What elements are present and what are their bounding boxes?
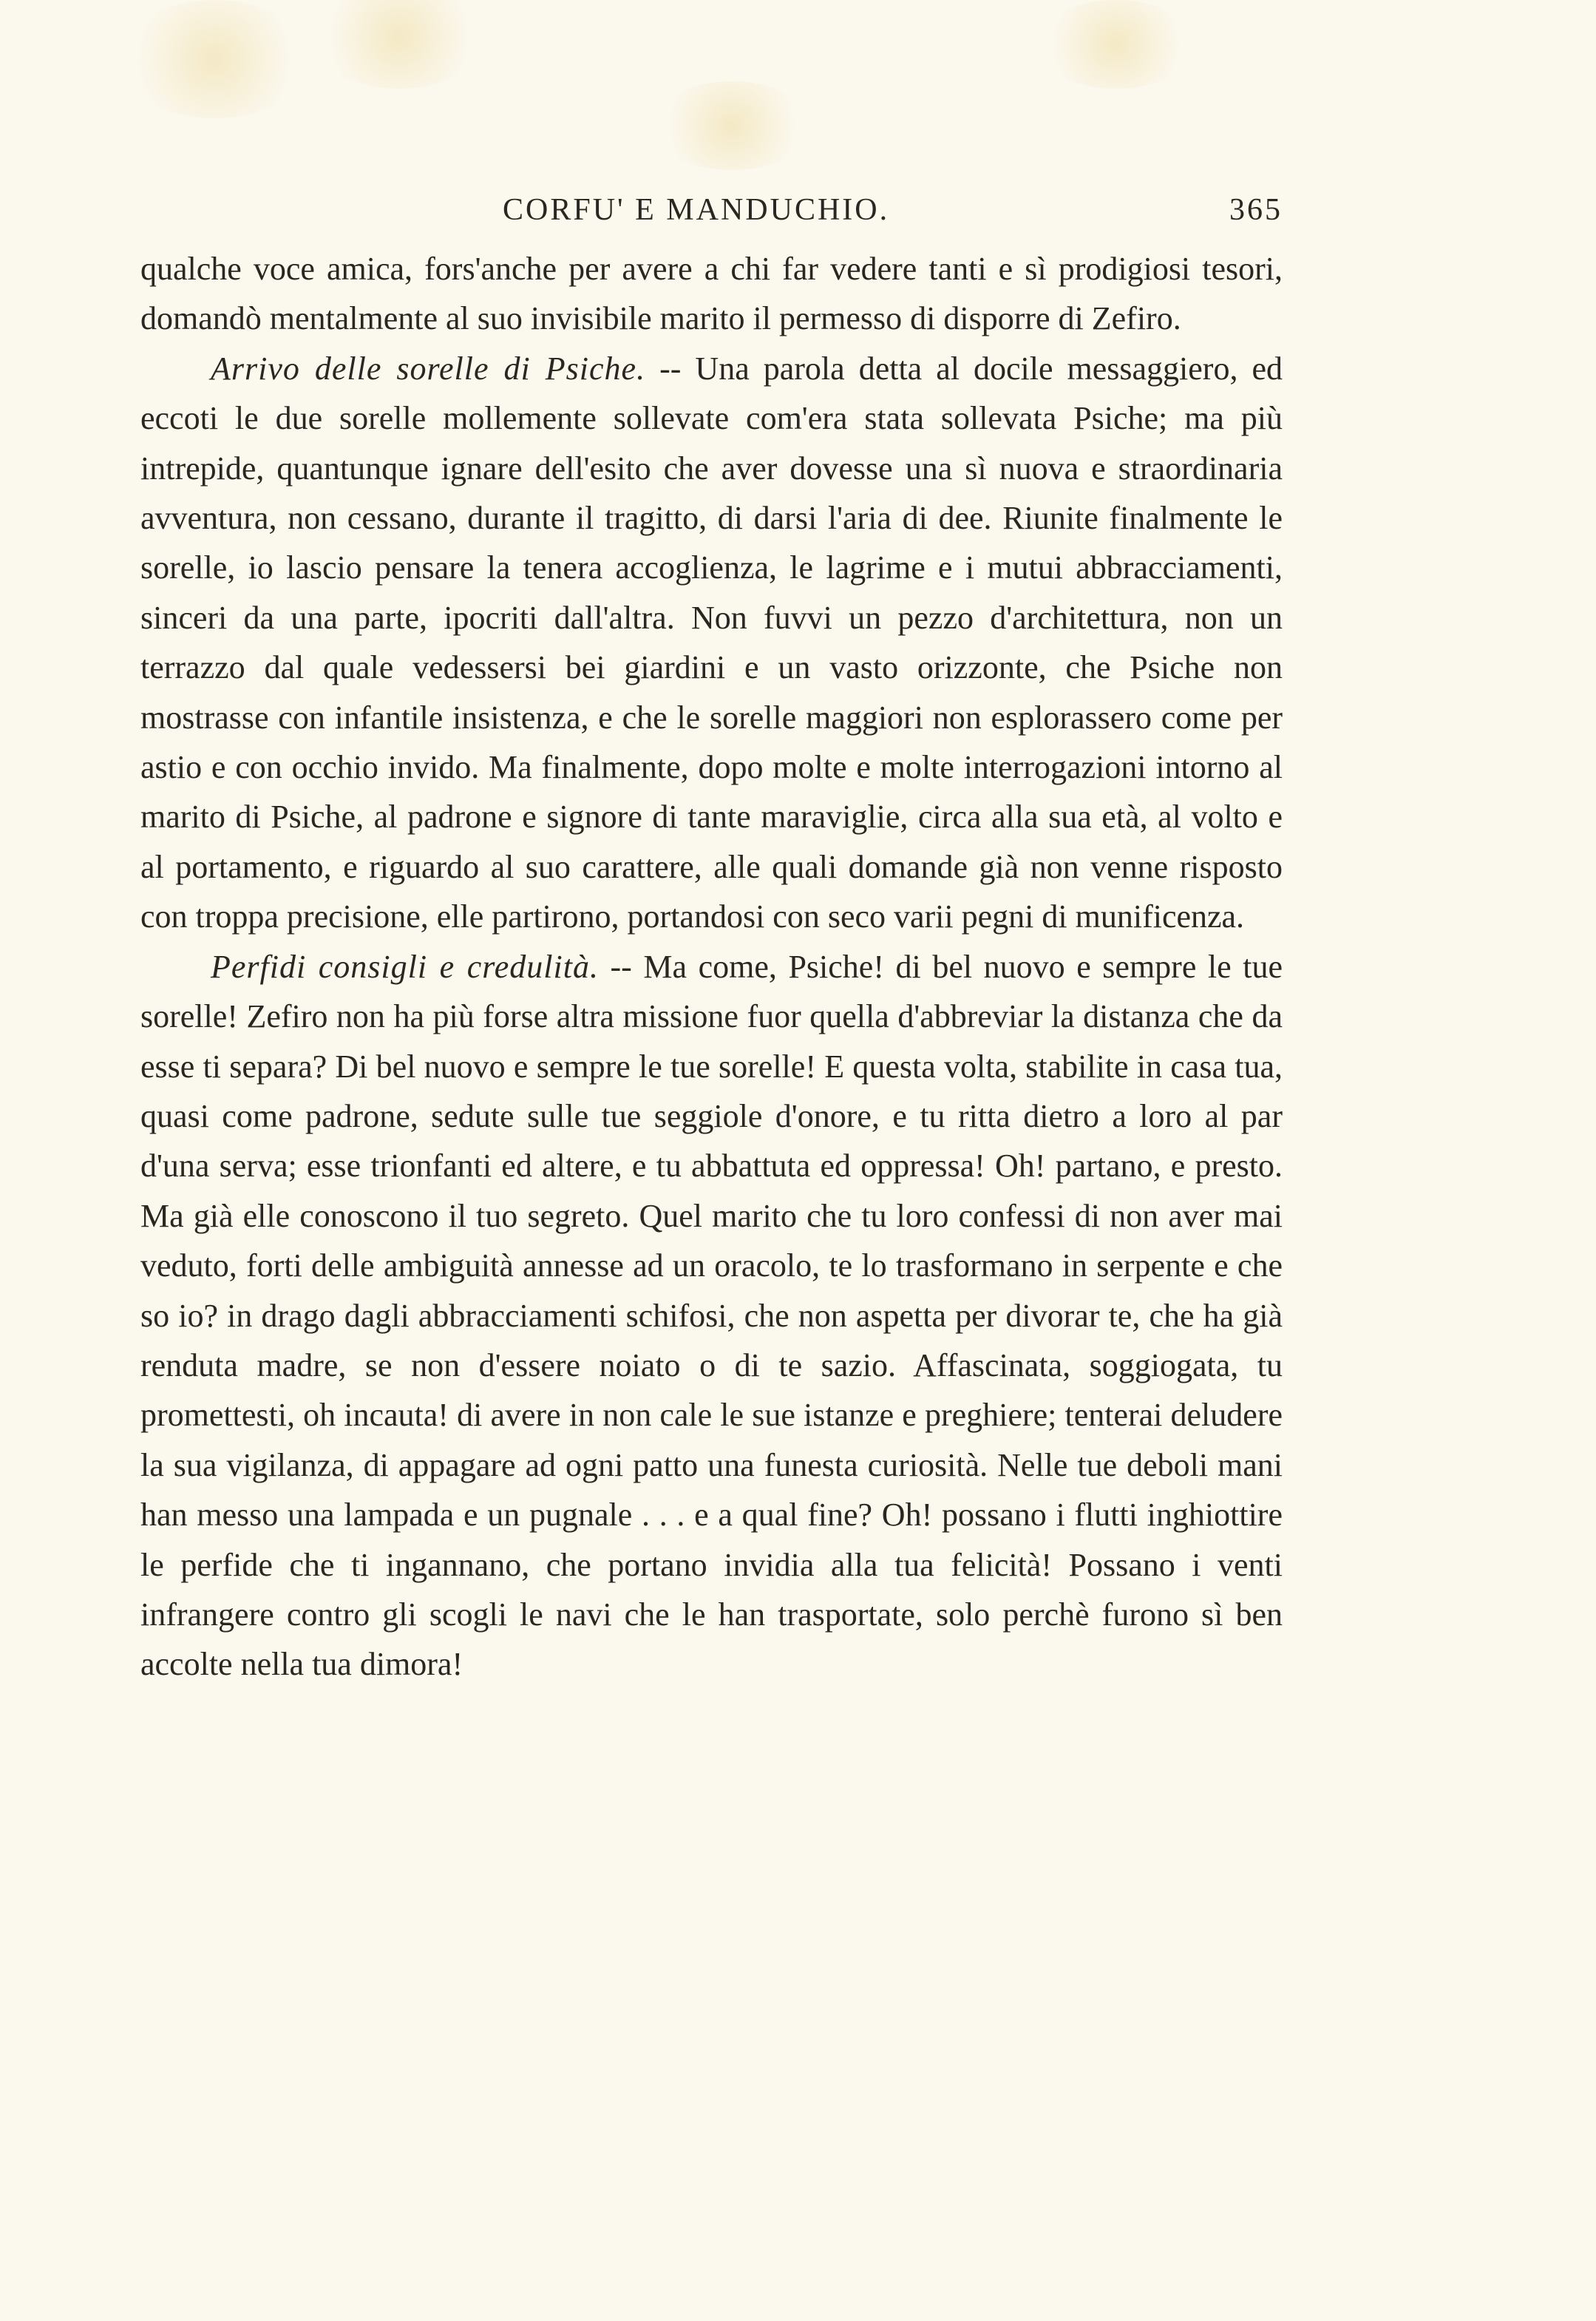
paragraph-continued <box>140 244 1283 344</box>
paragraph-text: qualche voce amica, fors'anche per avere a chi far vedere tanti e sì prodigiosi tesori, domandò mentalmente al suo invisibile marito il permesso di disporre di Zefiro. <box>140 251 1283 337</box>
paper-stain <box>651 81 813 170</box>
running-head <box>140 185 1283 237</box>
paragraph-text: -- Una parola detta al docile messaggiero, ed eccoti le due sorelle mollemente sollevate com'era stata sollevata Psiche; ma più intrepide, quantunque ignare dell'esito che aver dovesse una sì nuova e straordinaria avventura, non cessano, durante il tragitto, di darsi l'aria di dee. Riunite finalmente le sorelle, io lascio pensare la tenera accoglienza, le lagrime e i mutui abbracciamenti, sinceri da una parte, ipocriti dall'altra. Non fuvvi un pezzo d'architettura, non un terrazzo dal quale vedessersi bei giardini e un vasto orizzonte, che Psiche non mostrasse con infantile insistenza, e che le sorelle maggiori non esplorassero come per astio e con occhio invido. Ma finalmente, dopo molte e molte interrogazioni intorno al marito di Psiche, al padrone e signore di tante maraviglie, circa alla sua età, al volto e al portamento, e riguardo al suo carattere, alle quali domande già non venne risposto con troppa precisione, elle partirono, portandosi con seco varii pegni di munificenza. <box>140 350 1283 935</box>
paragraph-text: -- Ma come, Psiche! di bel nuovo e sempre le tue sorelle! Zefiro non ha più forse altra missione fuor quella d'abbreviar la distanza che da esse ti separa? Di bel nuovo e sempre le tue sorelle! E questa volta, stabilite in casa tua, quasi come padrone, sedute sulle tue seggiole d'onore, e tu ritta dietro a loro al par d'una serva; esse trionfanti ed altere, e tu abbattuta ed oppressa! Oh! partano, e presto. Ma già elle conoscono il tuo segreto. Quel marito che tu loro confessi di non aver mai veduto, forti delle ambiguità annesse ad un oracolo, te lo trasformano in serpente e che so io? in drago dagli abbracciamenti schifosi, che non aspetta per divorar te, che ha già renduta madre, se non d'essere noiato o di te sazio. Affascinata, soggiogata, tu promettesti, oh incauta! di avere in non cale le sue istanze e preghiere; tenterai deludere la sua vigilanza, di appagare ad ogni patto una funesta curiosità. Nelle tue deboli mani han messo una lampada e un pugnale . . . e a qual fine? Oh! possano i flutti inghiottire le perfide che ti ingannano, che portano invidia alla tua felicità! Possano i venti infrangere contro gli scogli le navi che le han trasportate, solo perchè furono sì ben accolte nella tua dimora! <box>140 948 1283 1683</box>
section-heading: Perfidi consigli e credulità. <box>211 948 599 985</box>
running-title: CORFU' E MANDUCHIO. <box>503 193 890 227</box>
paragraph-perfidi <box>140 942 1283 1690</box>
book-page <box>140 185 1283 1690</box>
section-heading: Arrivo delle sorelle di Psiche. <box>211 350 646 387</box>
paper-stain <box>310 0 488 89</box>
paper-stain <box>118 0 310 118</box>
paper-stain <box>1035 0 1198 89</box>
paragraph-arrivo <box>140 344 1283 942</box>
body-text <box>140 244 1283 1690</box>
page-number: 365 <box>1229 193 1283 227</box>
